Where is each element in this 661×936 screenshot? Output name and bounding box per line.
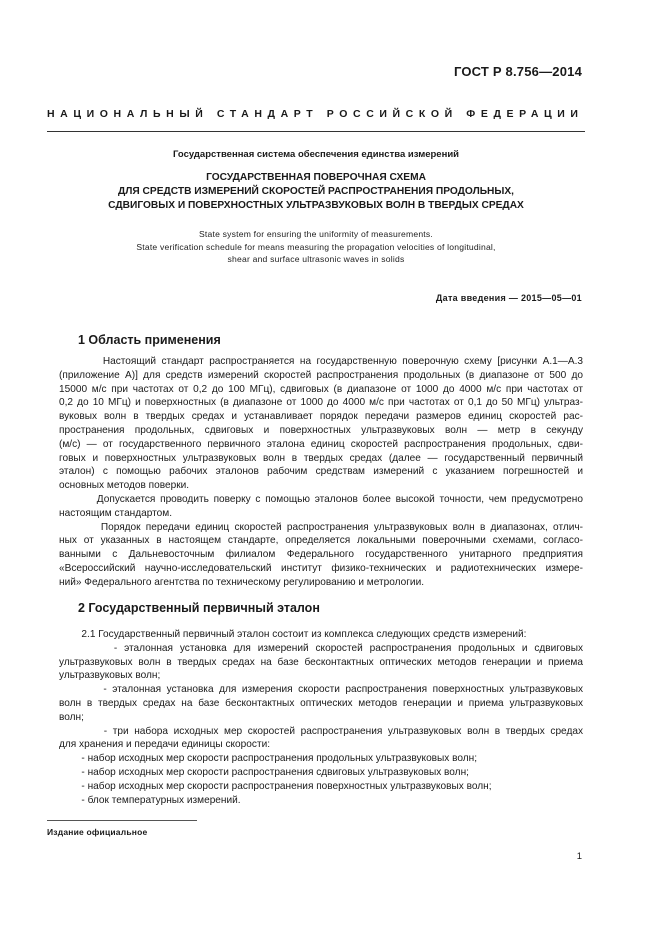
text-line: 0,2 до 10 МГц) и поверхностных (в диапазоне от 1000 до 4000 м/с при частотах от 0,1 до 50 МГц) ультраз- (59, 397, 583, 409)
text-line: - блок температурных измерений. (59, 794, 241, 806)
text-line: Настоящий стандарт распространяется на государственную поверочную схему [рисунки А.1—А.3 (59, 356, 583, 367)
page-number: 1 (576, 851, 582, 862)
national-standard-banner: НАЦИОНАЛЬНЫЙ СТАНДАРТ РОССИЙСКОЙ ФЕДЕРАЦИИ (47, 108, 584, 120)
section-2-text (59, 628, 583, 807)
footer-rule (47, 820, 197, 821)
text-line: для хранения и передачи единицы скорости: (59, 739, 271, 751)
text-line: пространения продольных, сдвиговых и поверхностных ультразвуковых волн — метр в секунду (59, 424, 583, 436)
text-line: говых и поверхностных ультразвуковых волн в твердых средах (далее — государственный первичный (59, 452, 583, 464)
text-line: - набор исходных мер скорости распространения поверхностных ультразвуковых волн; (59, 780, 492, 792)
section-1-heading: 1 Область применения (78, 333, 221, 347)
english-title-line: State system for ensuring the uniformity of measurements. (199, 229, 433, 239)
header-rule (47, 131, 585, 132)
text-line: ультразвуковых волн в твердых средах на базе бесконтактных оптических методов генерации и приема (59, 656, 583, 668)
text-line: 15000 м/с при частотах от 0,2 до 100 МГц), сдвиговых (в диапазоне от 1000 до 4000 м/с при частотах от (59, 383, 583, 395)
system-title: Государственная система обеспечения единства измерений (172, 149, 460, 160)
section-1-text (59, 355, 583, 590)
text-line: вуковых волн в твердых средах и устанавливает порядок передачи размеров единиц скоростей рас- (59, 411, 583, 423)
text-line: Порядок передачи единиц скоростей распространения ультразвуковых волн в диапазонах, отлич- (59, 521, 583, 533)
text-line: - три набора исходных мер скоростей распространения ультразвуковых волн в твердых средах (59, 725, 583, 737)
document-id: ГОСТ Р 8.756—2014 (453, 64, 582, 79)
text-line: основных методов поверки. (59, 480, 190, 492)
main-title-line: ГОСУДАРСТВЕННАЯ ПОВЕРОЧНАЯ СХЕМА (206, 172, 426, 183)
text-line: ных от указанных в настоящем стандарте, определяется локальными поверочными схемами, согласо- (59, 535, 583, 547)
text-line: - набор исходных мер скорости распространения сдвиговых ультразвуковых волн; (59, 766, 469, 778)
text-line: Допускается проводить поверку с помощью эталонов более высокой точности, чем предусмотрено (59, 493, 583, 505)
text-line: - эталонная установка для измерений скоростей распространения продольных и сдвиговых (59, 642, 583, 654)
text-line: «Всероссийский научно-исследовательский институт физико-технических и радиотехнических измере- (59, 562, 583, 574)
official-edition-note: Издание официальное (47, 827, 148, 837)
text-line: - набор исходных мер скорости распространения продольных ультразвуковых волн; (59, 753, 478, 765)
text-line: ний» Федерального агентства по техническому регулированию и метрологии. (59, 576, 425, 588)
text-line: волн в твердых средах на базе бесконтактных оптических методов генерации и приема ультразвуковых (59, 697, 583, 709)
text-line: волн; (59, 711, 84, 723)
text-line: - эталонная установка для измерения скорости распространения поверхностных ультразвуковых (59, 684, 583, 696)
text-line: ультразвуковых волн; (59, 670, 161, 682)
main-title-line: ДЛЯ СРЕДСТВ ИЗМЕРЕНИЙ СКОРОСТЕЙ РАСПРОСТРАНЕНИЯ ПРОДОЛЬНЫХ, (118, 186, 514, 197)
text-line: (м/с) — от государственного первичного эталона единиц скоростей распространения продольных, сдви- (59, 438, 583, 450)
section-2-heading: 2 Государственный первичный эталон (78, 601, 320, 615)
main-title-line: СДВИГОВЫХ И ПОВЕРХНОСТНЫХ УЛЬТРАЗВУКОВЫХ ВОЛН В ТВЕРДЫХ СРЕДАХ (108, 200, 524, 211)
text-line: эталон) с помощью рабочих эталонов рабочим средствам измерений с указанием погрешностей и (59, 466, 583, 478)
english-title-line: shear and surface ultrasonic waves in solids (227, 254, 405, 264)
text-line: ванными с Дальневосточным филиалом Федерального государственного унитарного предприятия (59, 549, 583, 561)
text-line: (приложение А)] для средств измерений скоростей распространения продольных (в диапазоне от 500 до (59, 369, 583, 381)
english-title (47, 228, 585, 266)
main-title (47, 171, 585, 213)
english-title-line: State verification schedule for means measuring the propagation velocities of longitudinal, (136, 241, 496, 252)
introduction-date: Дата введения — 2015—05—01 (435, 293, 582, 303)
text-line: 2.1 Государственный первичный эталон состоит из комплекса следующих средств измерений: (59, 629, 527, 640)
text-line: настоящим стандартом. (59, 507, 173, 519)
